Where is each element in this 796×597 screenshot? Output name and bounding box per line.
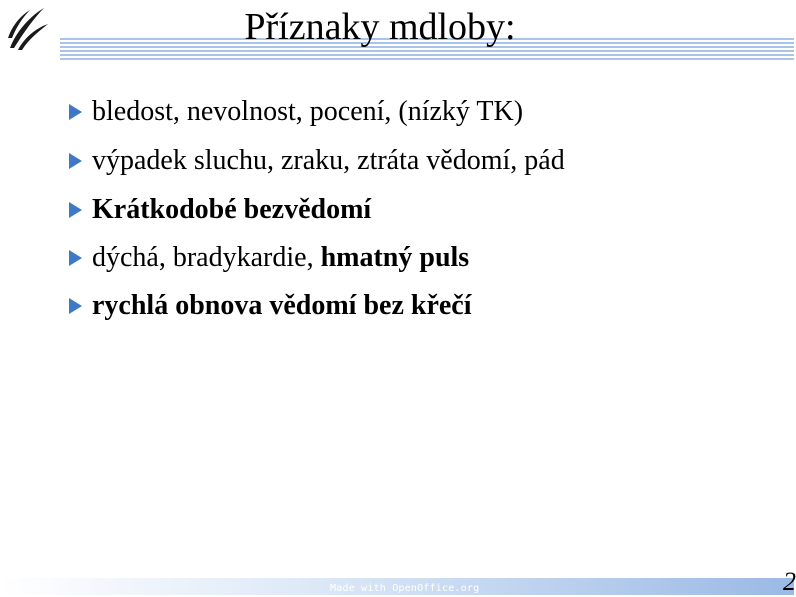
bullet-item xyxy=(68,143,565,179)
slide-title: Příznaky mdloby: xyxy=(244,6,516,48)
bullet-text-bold: hmatný puls xyxy=(320,242,470,273)
bullet-text: rychlá obnova vědomí bez křečí xyxy=(92,290,472,321)
bullet-item xyxy=(68,192,371,228)
triangle-bullet-icon xyxy=(68,152,83,170)
page-number: 2 xyxy=(783,567,796,596)
bullet-item xyxy=(68,240,469,276)
footer-credit: Made with OpenOffice.org xyxy=(330,583,480,594)
bullet-text: bledost, nevolnost, pocení, (nízký TK) xyxy=(92,96,524,127)
triangle-bullet-icon xyxy=(68,297,83,315)
triangle-bullet-icon xyxy=(68,103,83,121)
bullet-text xyxy=(92,240,469,276)
bullet-text-normal: dýchá, bradykardie, xyxy=(92,242,321,273)
bullet-text: Krátkodobé bezvědomí xyxy=(92,194,372,225)
bullet-item xyxy=(68,94,523,130)
triangle-bullet-icon xyxy=(68,249,83,267)
bullet-item xyxy=(68,288,472,324)
bullet-text: výpadek sluchu, zraku, ztráta vědomí, pád xyxy=(92,145,565,176)
triangle-bullet-icon xyxy=(68,201,83,219)
